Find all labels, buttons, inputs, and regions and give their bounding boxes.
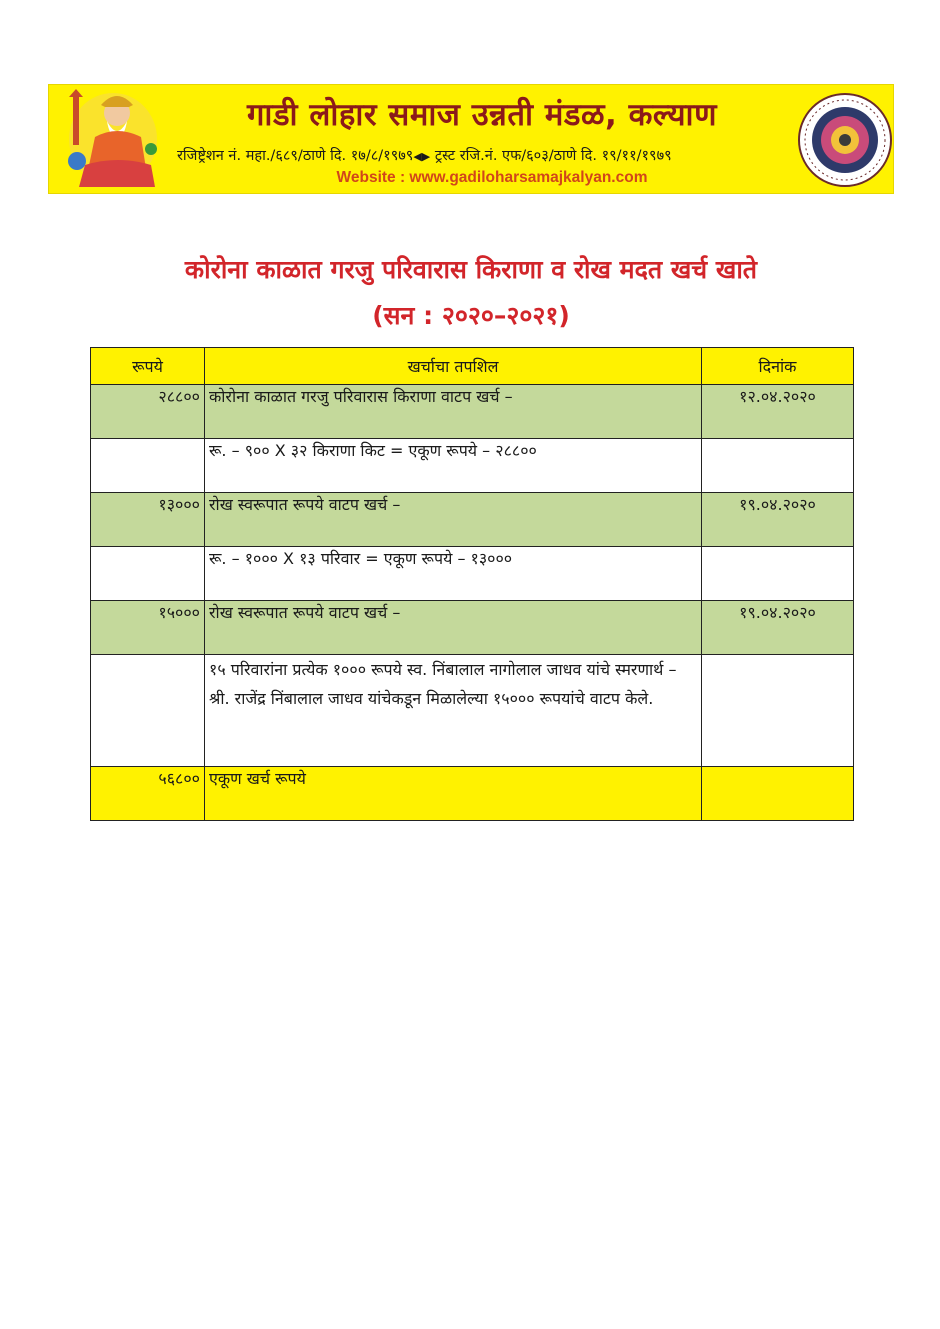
row-details: रोख स्वरूपात रूपये वाटप खर्च – (205, 493, 702, 547)
table-row (91, 547, 854, 601)
letterhead-banner (48, 84, 894, 194)
total-label: एकूण खर्च रूपये (205, 767, 702, 821)
row-date: १९.०४.२०२० (702, 493, 854, 547)
table-row (91, 601, 854, 655)
registration-line (177, 145, 847, 165)
row-details: कोरोना काळात गरजु परिवारास किराणा वाटप खर्च – (205, 385, 702, 439)
row-details: रोख स्वरूपात रूपये वाटप खर्च – (205, 601, 702, 655)
table-row (91, 493, 854, 547)
table-header-row (91, 348, 854, 385)
row-date (702, 547, 854, 601)
row-details: रू. – १००० X १३ परिवार = एकूण रूपये – १३००० (205, 547, 702, 601)
row-date (702, 439, 854, 493)
separator-arrows-icon: ◀▶ (413, 150, 431, 163)
row-amount: २८८०० (91, 385, 205, 439)
table-row (91, 385, 854, 439)
row-details: रू. – ९०० X ३२ किराणा किट = एकूण रूपये – २८८०० (205, 439, 702, 493)
total-row (91, 767, 854, 821)
website-text: Website : www.gadiloharsamajkalyan.com (336, 169, 648, 186)
trust-registration-number: ट्रस्ट रजि.नं. एफ/६०३/ठाणे दि. १९/११/१९७९ (434, 148, 672, 164)
org-name: गाडी लोहार समाज उन्नती मंडळ, कल्याण (246, 97, 717, 133)
document-subtitle: (सन : २०२०–२०२१) (372, 301, 570, 330)
row-amount (91, 547, 205, 601)
row-amount: १३००० (91, 493, 205, 547)
document-title: कोरोना काळात गरजु परिवारास किराणा व रोख मदत खर्च खाते (184, 255, 758, 284)
header-amount: रूपये (91, 348, 205, 385)
trust-seal-icon (797, 92, 893, 188)
total-amount: ५६८०० (91, 767, 205, 821)
header-date: दिनांक (702, 348, 854, 385)
table-row (91, 655, 854, 767)
row-amount (91, 655, 205, 767)
row-amount (91, 439, 205, 493)
row-details: १५ परिवारांना प्रत्येक १००० रूपये स्व. निंबालाल नागोलाल जाधव यांचे स्मरणार्थ – श्री. राजेंद्र निंबालाल जाधव यांचेकडून मिळालेल्या १५००० रूपयांचे वाटप केले. (205, 655, 702, 767)
row-date: १२.०४.२०२० (702, 385, 854, 439)
registration-number: रजिष्ट्रेशन नं. महा./६८९/ठाणे दि. १७/८/१९७९ (177, 148, 414, 164)
row-date (702, 655, 854, 767)
row-date: १९.०४.२०२० (702, 601, 854, 655)
header-details: खर्चाचा तपशिल (205, 348, 702, 385)
deity-illustration-icon (55, 89, 173, 191)
expense-table (90, 347, 854, 821)
row-amount: १५००० (91, 601, 205, 655)
total-date (702, 767, 854, 821)
table-row (91, 439, 854, 493)
